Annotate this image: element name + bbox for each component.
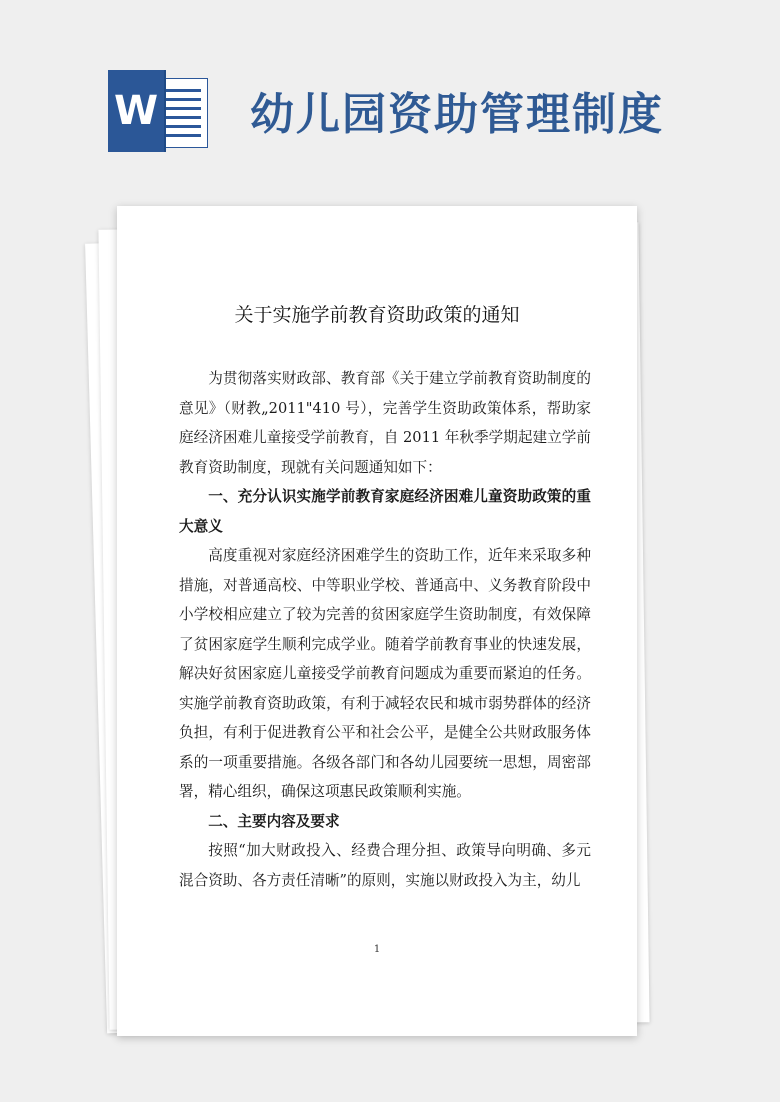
document-page [117, 206, 637, 1036]
banner-title: 幼儿园资助管理制度 [250, 89, 664, 140]
document-body [179, 364, 591, 895]
paragraph-significance: 高度重视对家庭经济困难学生的资助工作，近年来采取多种措施，对普通高校、中等职业学校、普通高中、义务教育阶段中小学校相应建立了较为完善的贫困家庭学生资助制度，有效保障了贫困家庭学生顺利完成学业。随着学前教育事业的快速发展，解决好贫困家庭儿童接受学前教育问题成为重要而紧迫的任务。实施学前教育资助政策，有利于减轻农民和城市弱势群体的经济负担，有利于促进教育公平和社会公平，是健全公共财政服务体系的一项重要措施。各级各部门和各幼儿园要统一思想，周密部署，精心组织，确保这项惠民政策顺利实施。 [179, 547, 591, 800]
paragraph-requirements: 按照“加大财政投入、经费合理分担、政策导向明确、多元混合资助、各方责任清晰”的原则，实施以财政投入为主，幼儿 [179, 842, 591, 889]
section-heading-1: 一、充分认识实施学前教育家庭经济困难儿童资助政策的重大意义 [179, 488, 591, 535]
word-document-icon [108, 70, 208, 152]
word-badge: W [108, 70, 164, 152]
document-title: 关于实施学前教育资助政策的通知 [234, 304, 520, 326]
header [0, 0, 780, 190]
paragraph-intro: 为贯彻落实财政部、教育部《关于建立学前教育资助制度的意见》（财教„2011"410 号），完善学生资助政策体系，帮助家庭经济困难儿童接受学前教育，自 2011 年秋季学期起建立学前教育资助制度，现就有关问题通知如下： [179, 370, 591, 476]
section-heading-2: 二、主要内容及要求 [208, 812, 340, 830]
page-number: 1 [373, 944, 381, 955]
